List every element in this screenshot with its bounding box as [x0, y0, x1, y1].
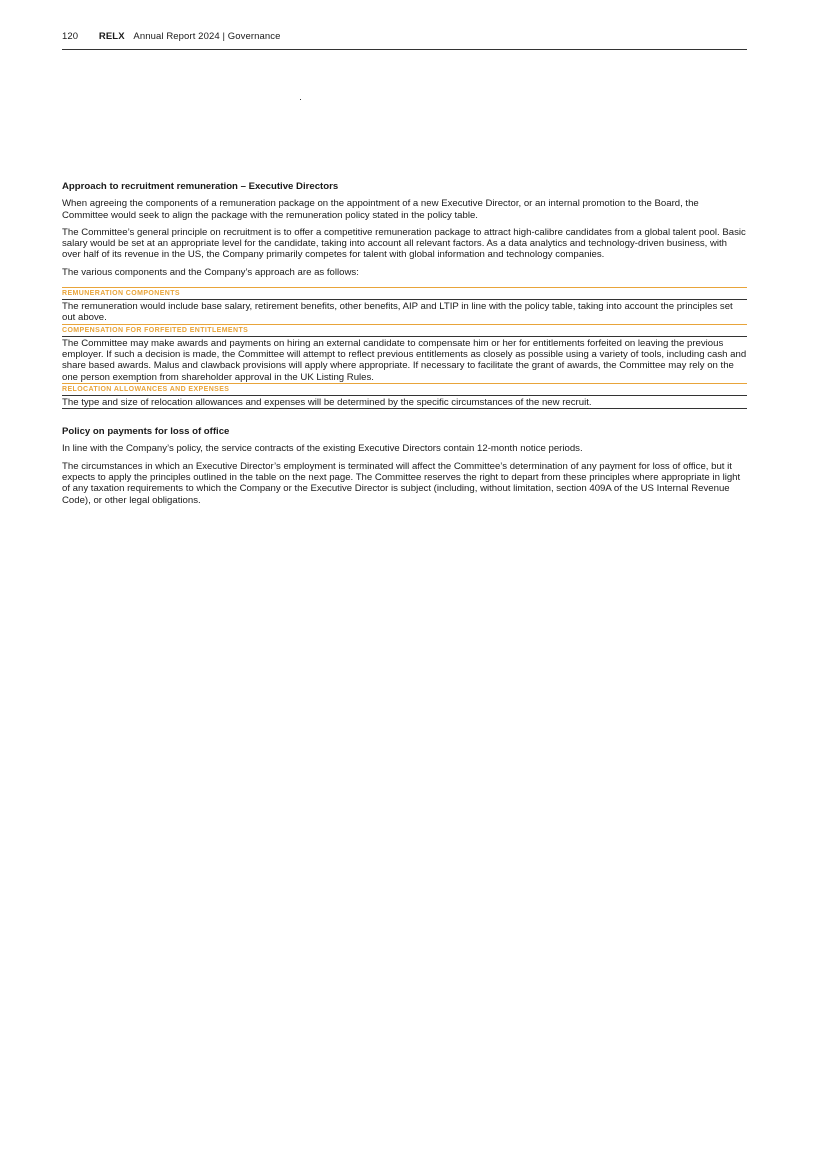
- brand-name: RELX: [98, 31, 125, 42]
- loss-of-office-paragraph-1: In line with the Company’s policy, the service contracts of the existing Executive Directors contain 12-month notice periods.: [62, 443, 583, 455]
- recruitment-paragraph-3: The various components and the Company’s approach are as follows:: [62, 266, 359, 278]
- table-row-text: The remuneration would include base salary, retirement benefits, other benefits, AIP and LTIP in line with the policy table, taking into account the principles set out above.: [62, 299, 747, 324]
- recruitment-heading: Approach to recruitment remuneration – Executive Directors: [62, 181, 339, 192]
- page-number: 120: [62, 31, 79, 42]
- loss-of-office-heading: Policy on payments for loss of office: [62, 426, 230, 438]
- main-content: [62, 181, 747, 512]
- table-row-label: COMPENSATION FOR FORFEITED ENTITLEMENTS: [62, 324, 747, 336]
- table-row-text: The type and size of relocation allowances and expenses will be determined by the specific circumstances of the new recruit.: [62, 395, 747, 408]
- recruitment-components-table: [62, 287, 747, 409]
- recruitment-paragraph-1: When agreeing the components of a remuneration package on the appointment of a new Executive Director, or an internal promotion to the Board, the Committee would seek to align the package with the remuneration policy stated in the policy table.: [62, 198, 699, 221]
- report-title: Annual Report 2024 | Governance: [133, 31, 281, 42]
- loss-of-office-paragraph-2: The circumstances in which an Executive Director’s employment is terminated will affect the Committee’s determination of any payment for loss of office, but it expects to apply the principles outlined in the table on the next page. The Committee reserves the right to depart from these principles where appropriate in light of any taxation requirements to which the Company or the Executive Director is subject (including, without limitation, section 409A of the US Internal Revenue Code), or other legal obligations.: [62, 460, 741, 506]
- table-row-label: REMUNERATION COMPONENTS: [62, 287, 747, 299]
- stray-dot: [300, 99, 301, 100]
- loss-of-office-section: [62, 426, 747, 506]
- recruitment-section: [62, 181, 747, 409]
- table-row-text: The Committee may make awards and payments on hiring an external candidate to compensate him or her for entitlements forfeited on leaving the previous employer. If such a decision is made, the Committee will attempt to reflect previous entitlements as closely as possible using a variety of tools, including cash and share based awards. Malus and clawback provisions will apply where appropriate. If necessary to facilitate the grant of awards, the Committee may rely on the one person exemption from shareholder approval in the UK Listing Rules.: [62, 337, 747, 383]
- table-row-label: RELOCATION ALLOWANCES AND EXPENSES: [62, 383, 747, 395]
- page-header: [62, 31, 747, 50]
- recruitment-paragraph-2: The Committee’s general principle on recruitment is to offer a competitive remuneration package to attract high-calibre candidates from a global talent pool. Basic salary would be set at an appropriate level for the candidate, taking into account all relevant factors. As a data analytics and technology-driven business, with over half of its revenue in the US, the Company primarily competes for talent with global information and technology companies.: [62, 226, 746, 261]
